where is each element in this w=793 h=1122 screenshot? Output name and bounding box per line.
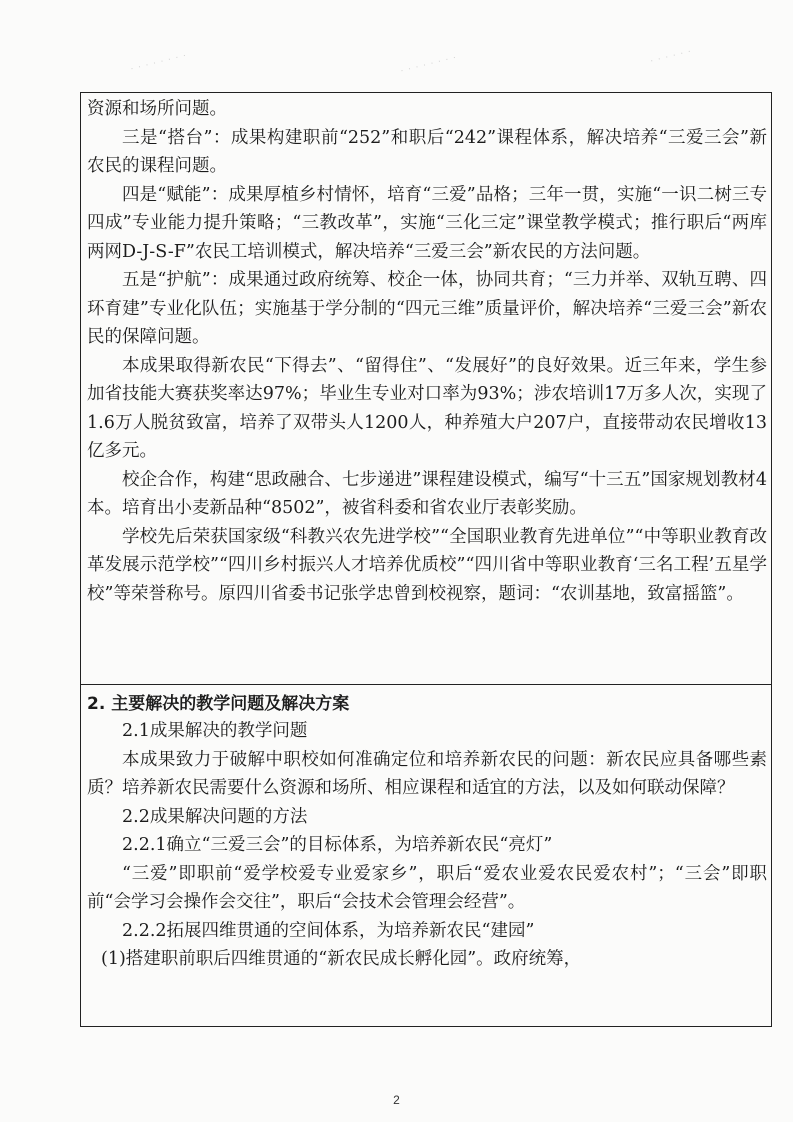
- section-2-heading: 2. 主要解决的教学问题及解决方案: [87, 694, 350, 714]
- paragraph-intro: 资源和场所问题。: [87, 99, 227, 119]
- paragraph-effect: 本成果取得新农民“下得去”、“留得住”、“发展好”的良好效果。近三年来，学生参加省技能大赛获奖率达97%；毕业生专业对口率为93%；涉农培训17万多人次，实现了1.6万人脱贫致富，培养了双带头人1200人，种养殖大户207户，直接带动农民增收13亿多元。: [87, 355, 767, 461]
- content-table: [80, 92, 772, 1027]
- paragraph-five: 五是“护航”：成果通过政府统筹、校企一体，协同共育；“三力并举、双轨互聘、四环育建”专业化队伍；实施基于学分制的“四元三维”质量评价，解决培养“三爱三会”新农民的保障问题。: [87, 270, 767, 347]
- paragraph-honors: 学校先后荣获国家级“科教兴农先进学校”“全国职业教育先进单位”“中等职业教育改革发展示范学校”“四川乡村振兴人才培养优质校”“四川省中等职业教育‘三名工程’五星学校”等荣誉称号。原四川省委书记张学忠曾到校视察，题词：“农训基地，致富摇篮”。: [87, 526, 767, 604]
- watermark: · · · · · · · ·: [399, 53, 459, 77]
- page-number: 2: [393, 1093, 400, 1107]
- watermark: · · · · · · · ·: [129, 51, 189, 75]
- watermark: · · · · · ·: [649, 47, 694, 67]
- paragraph-cooperation: 校企合作，构建“思政融合、七步递进”课程建设模式，编写“十三五”国家规划教材4本。培育出小麦新品种“8502”，被省科委和省农业厅表彰奖励。: [87, 469, 767, 518]
- section-2: [87, 691, 767, 974]
- paragraph-four: 四是“赋能”：成果厚植乡村情怀，培育“三爱”品格；三年一贯，实施“一识二树三专四成”专业能力提升策略；“三教改革”，实施“三化三定”课堂教学模式；推行职后“两库两网D-J-S-F”农民工培训模式，解决培养“三爱三会”新农民的方法问题。: [87, 184, 767, 262]
- subsection-2-2-1-title: 2.2.1确立“三爱三会”的目标体系，为培养新农民“亮灯”: [122, 835, 553, 855]
- paragraph-three: 三是“搭台”：成果构建职前“252”和职后“242”课程体系，解决培养“三爱三会”新农民的课程问题。: [87, 127, 767, 176]
- subsection-2-1-title: 2.1成果解决的教学问题: [122, 721, 308, 741]
- row-divider: [81, 684, 771, 685]
- subsection-2-2-title: 2.2成果解决问题的方法: [122, 806, 308, 827]
- subsection-2-2-1-text: “三爱”即职前“爱学校爱专业爱家乡”，职后“爱农业爱农民爱农村”；“三会”即职前“会学习会操作会交往”，职后“会技术会管理会经营”。: [87, 863, 767, 912]
- subsection-2-2-2-item-1: (1)搭建职前职后四维贯通的“新农民成长孵化园”。政府统筹，: [101, 949, 582, 969]
- subsection-2-1-text: 本成果致力于破解中职校如何准确定位和培养新农民的问题：新农民应具备哪些素质？培养新农民需要什么资源和场所、相应课程和适宜的方法，以及如何联动保障？: [87, 749, 767, 798]
- subsection-2-2-2-title: 2.2.2拓展四维贯通的空间体系，为培养新农民“建园”: [122, 920, 535, 941]
- section-1-continued: [87, 95, 767, 608]
